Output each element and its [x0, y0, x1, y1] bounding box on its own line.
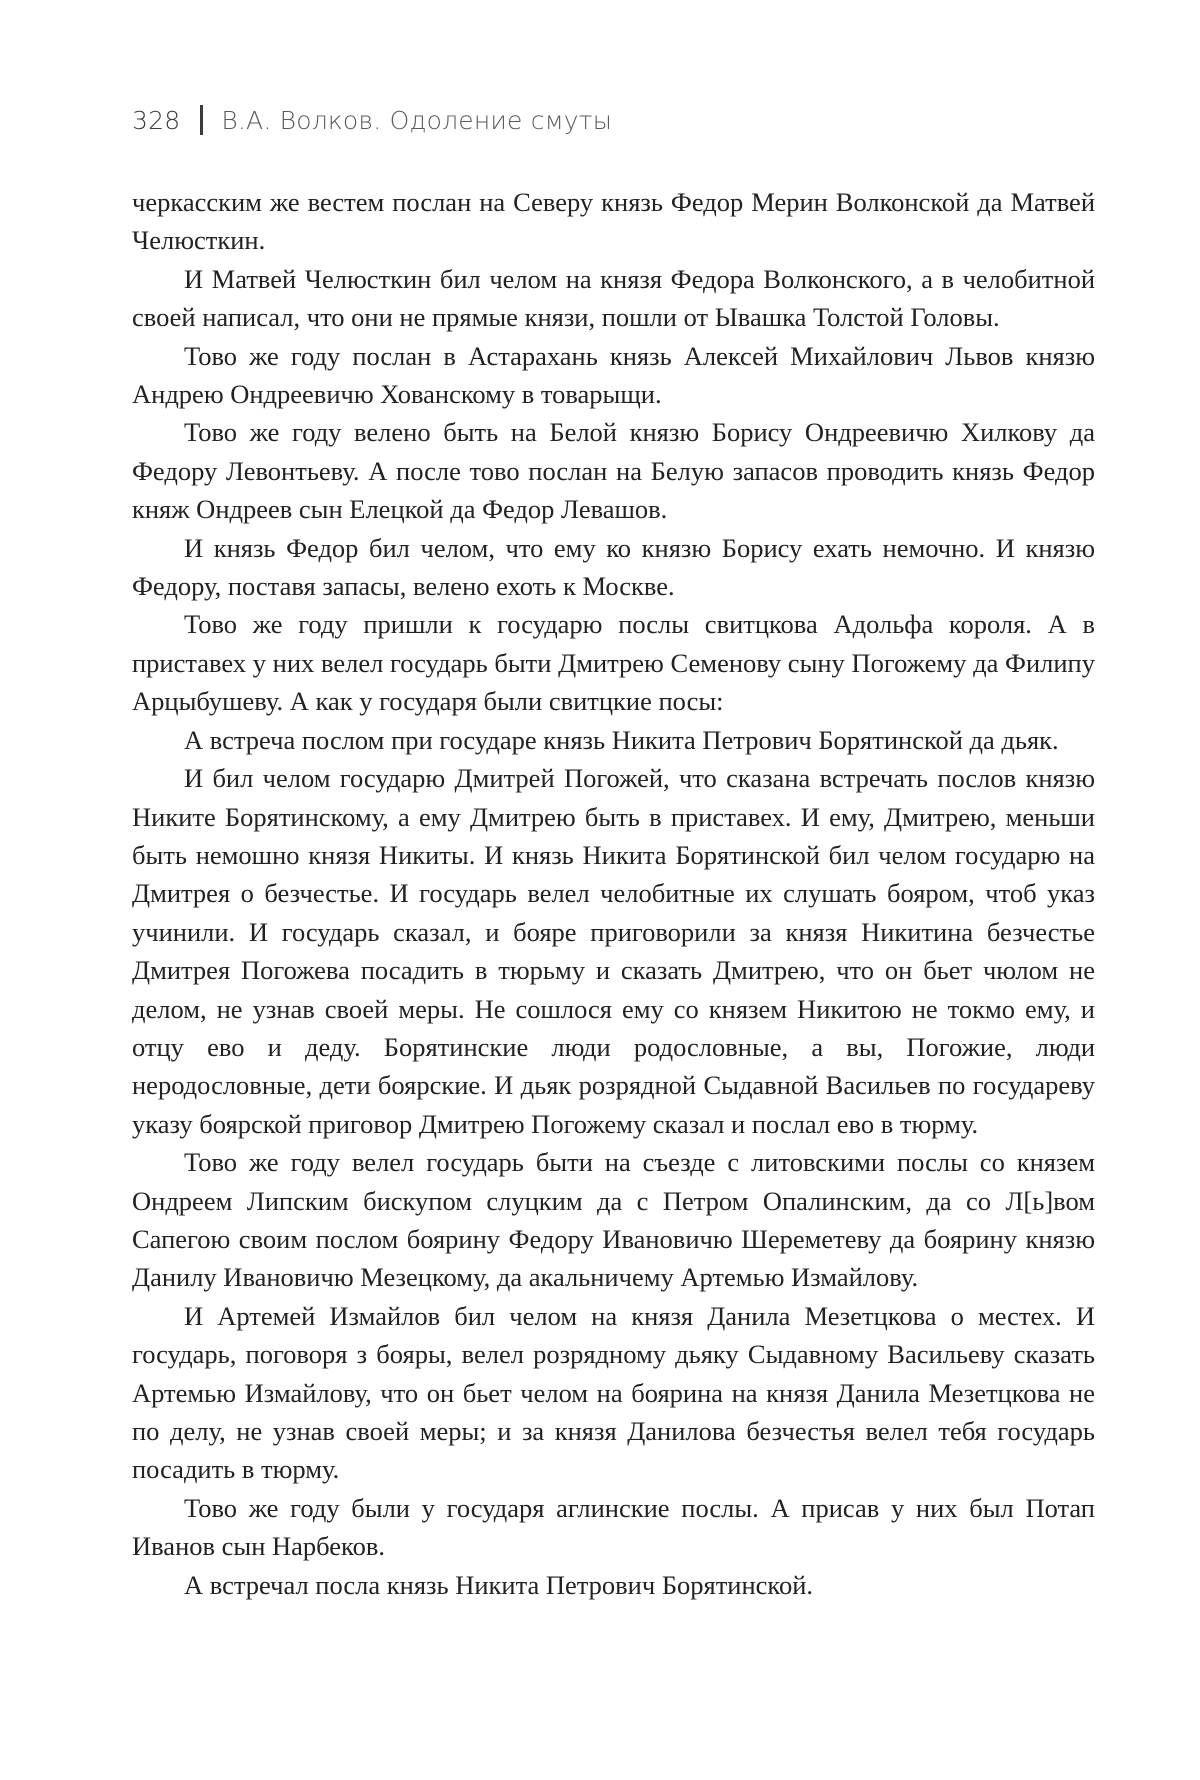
book-title: В.А. Волков. Одоление смуты — [221, 105, 613, 135]
page-number: 328 — [132, 105, 181, 135]
running-head — [132, 100, 612, 140]
body-text — [132, 183, 1095, 1604]
header-divider — [200, 105, 203, 135]
paragraph-8: И бил челом государю Дмитрей Погожей, что сказана встречать послов князю Никите Борятинскому, а ему Дмитрею быть в приставех. И ему, Дмитрею, меньши быть немошно князя Никиты. И князь Никита Борятинской бил челом государю на Дмитрея о безчестье. И государь велел челобитные их слушать бояром, чтоб указ учинили. И государь сказал, и бояре приговорили за князя Никитина безчестье Дмитрея Погожева посадить в тюрьму и сказать Дмитрею, что он бьет чюлом не делом, не узнав своей меры. Не сошлося ему со князем Никитою не токмо ему, и отцу ево и деду. Борятинские люди родословные, а вы, Погожие, люди неродословные, дети боярские. И дьяк розрядной Сыдавной Васильев по государеву указу боярской приговор Дмитрею Погожему сказал и послал ево в тюрму. — [132, 763, 1095, 1139]
paragraph-2: И Матвей Челюсткин бил челом на князя Федора Волконского, а в челобитной своей написал, что они не прямые князи, пошли от Ывашка Толстой Головы. — [132, 263, 1095, 333]
paragraph-1: черкасским же вестем послан на Северу князь Федор Мерин Волконской да Матвей Челюсткин. — [132, 187, 1095, 256]
paragraph-12: А встречал посла князь Никита Петрович Борятинской. — [184, 1569, 814, 1600]
paragraph-5: И князь Федор бил челом, что ему ко князю Борису ехать немочно. И князю Федору, поставя запасы, велено ехоть к Москве. — [132, 532, 1095, 602]
paragraph-3: Тово же году послан в Астарахань князь Алексей Михайлович Львов князю Андрею Ондреевичю Хованскому в товарыщи. — [132, 340, 1095, 410]
paragraph-4: Тово же году велено быть на Белой князю Борису Ондреевичю Хилкову да Федору Левонтьеву. А после тово послан на Белую запасов проводить князь Федор княж Ондреев сын Елецкой да Федор Левашов. — [132, 417, 1095, 525]
paragraph-11: Тово же году были у государя аглинские послы. А присав у них был Потап Иванов сын Нарбеков. — [132, 1492, 1095, 1562]
paragraph-6: Тово же году пришли к государю послы свитцкова Адольфа короля. А в приставех у них велел государь быти Дмитрею Семенову сыну Погожему да Филипу Арцыбушеву. А как у государя были свитцкие посы: — [132, 609, 1095, 717]
paragraph-9: Тово же году велел государь быти на съезде с литовскими послы со князем Ондреем Липским бискупом слуцким да с Петром Опалинским, да со Л[ь]вом Сапегою своим послом боярину Федору Ивановичю Шереметеву да боярину князю Данилу Ивановичю Мезецкому, да акальничему Артемью Измайлову. — [132, 1147, 1095, 1293]
paragraph-7: А встреча послом при государе князь Никита Петрович Борятинской да дьяк. — [184, 724, 1059, 755]
paragraph-10: И Артемей Измайлов бил челом на князя Данила Мезетцкова о местех. И государь, поговоря з бояры, велел розрядному дьяку Сыдавному Васильеву сказать Артемью Измайлову, что он бьет челом на боярина на князя Данила Мезетцкова не по делу, не узнав своей меры; и за князя Данилова безчестья велел тебя государь посадить в тюрму. — [132, 1300, 1095, 1485]
